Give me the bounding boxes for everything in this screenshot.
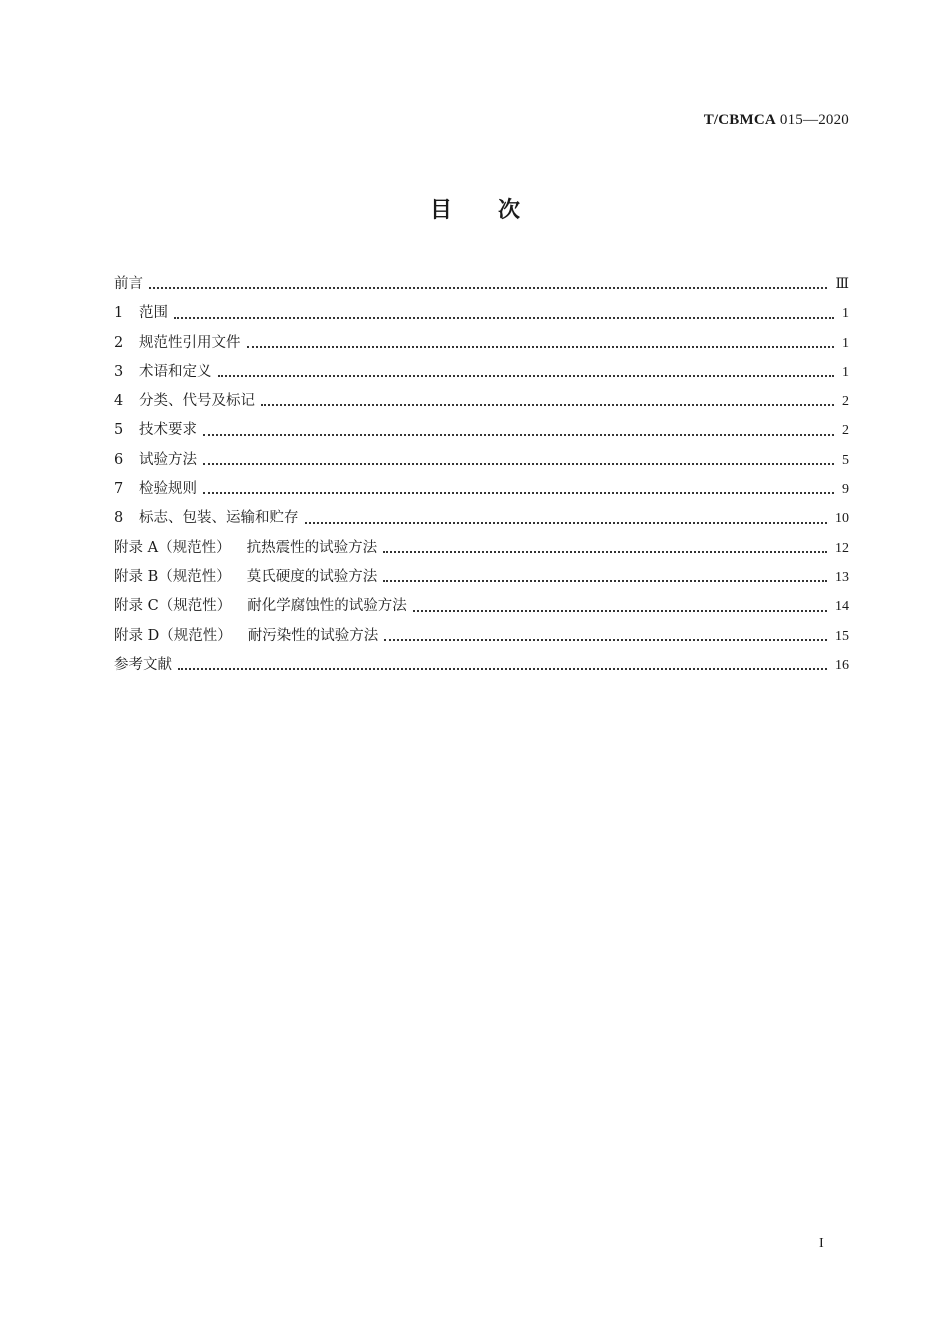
dot-leader [383,580,827,582]
toc-page-number: 1 [842,364,849,380]
page-number: I [819,1236,824,1251]
toc-entry-label: 规范性引用文件 [139,334,241,351]
toc-page-number: 14 [835,599,849,615]
dot-leader [178,668,827,670]
toc-page-number: 2 [842,423,849,439]
toc-entry-label: 分类、代号及标记 [139,393,255,410]
toc-section-number: 6 [114,451,124,468]
toc-entry-label: 术语和定义 [139,363,212,380]
dot-leader [384,639,827,641]
page-title: 目次 [429,198,566,223]
dot-leader [174,317,834,319]
toc-page-number: Ⅲ [835,277,849,292]
toc-page-number: 15 [835,628,849,644]
toc-entry-label [114,563,383,592]
toc-entry-label [114,622,384,651]
toc-page-number: 2 [842,394,849,410]
toc-entry-label: 标志、包装、运输和贮存 [139,510,299,527]
toc-entry-label: 技术要求 [139,422,197,439]
toc-page-number: 10 [835,511,849,527]
toc-entry-4[interactable] [114,387,849,416]
toc-page-number: 1 [842,306,849,322]
toc-entry-foreword[interactable] [114,270,849,299]
dot-leader [218,375,835,377]
standard-code [704,112,849,129]
appendix-label: 附录 A（规范性） [114,539,231,556]
toc-entry-7[interactable] [114,475,849,504]
appendix-title: 耐污染性的试验方法 [247,627,379,644]
toc-page-number: 9 [842,482,849,498]
toc-section-number: 5 [114,422,124,439]
dot-leader [247,346,835,348]
toc-entry-label [114,592,413,621]
toc-section-number: 8 [114,510,124,527]
toc-entry-label: 检验规则 [139,481,197,498]
appendix-title: 抗热震性的试验方法 [246,539,378,556]
toc-entry-label: 前言 [114,276,143,292]
standard-number: 015—2020 [779,112,849,128]
toc-entry-appendix-d[interactable] [114,622,849,651]
dot-leader [383,551,827,553]
toc-entry-label: 参考文献 [114,656,172,673]
toc-entry-appendix-b[interactable] [114,563,849,592]
toc-entry-2[interactable] [114,329,849,358]
appendix-label: 附录 C（规范性） [114,598,232,615]
standard-prefix: T/CBMCA [703,112,776,128]
toc-section-number: 2 [114,334,124,351]
dot-leader [261,404,834,406]
toc-page-number: 1 [842,335,849,351]
dot-leader [305,522,828,524]
dot-leader [149,287,827,289]
toc-entry-appendix-a[interactable] [114,534,849,563]
toc-entry-6[interactable] [114,446,849,475]
toc-section-number: 7 [114,481,124,498]
appendix-label: 附录 B（规范性） [114,568,231,585]
toc-entry-bibliography[interactable] [114,651,849,680]
toc-section-number: 1 [114,305,124,322]
toc-entry-5[interactable] [114,416,849,445]
dot-leader [203,434,834,436]
appendix-label: 附录 D（规范性） [114,627,232,644]
toc-entry-3[interactable] [114,358,849,387]
toc-section-number: 3 [114,363,124,380]
toc-entry-8[interactable] [114,504,849,533]
toc-page-number: 5 [842,452,849,468]
dot-leader [203,463,834,465]
toc-entry-1[interactable] [114,299,849,328]
toc-page-number: 12 [835,540,849,556]
appendix-title: 耐化学腐蚀性的试验方法 [247,598,407,615]
toc-entry-label: 范围 [139,305,168,322]
toc-entry-label [114,534,383,563]
toc-entry-appendix-c[interactable] [114,592,849,621]
dot-leader [413,610,827,612]
toc-page-number: 16 [835,657,849,673]
toc-entry-label: 试验方法 [139,451,197,468]
toc-page-number: 13 [835,569,849,585]
appendix-title: 莫氏硬度的试验方法 [246,568,378,585]
toc-section-number: 4 [114,393,124,410]
table-of-contents [114,270,849,680]
dot-leader [203,492,834,494]
